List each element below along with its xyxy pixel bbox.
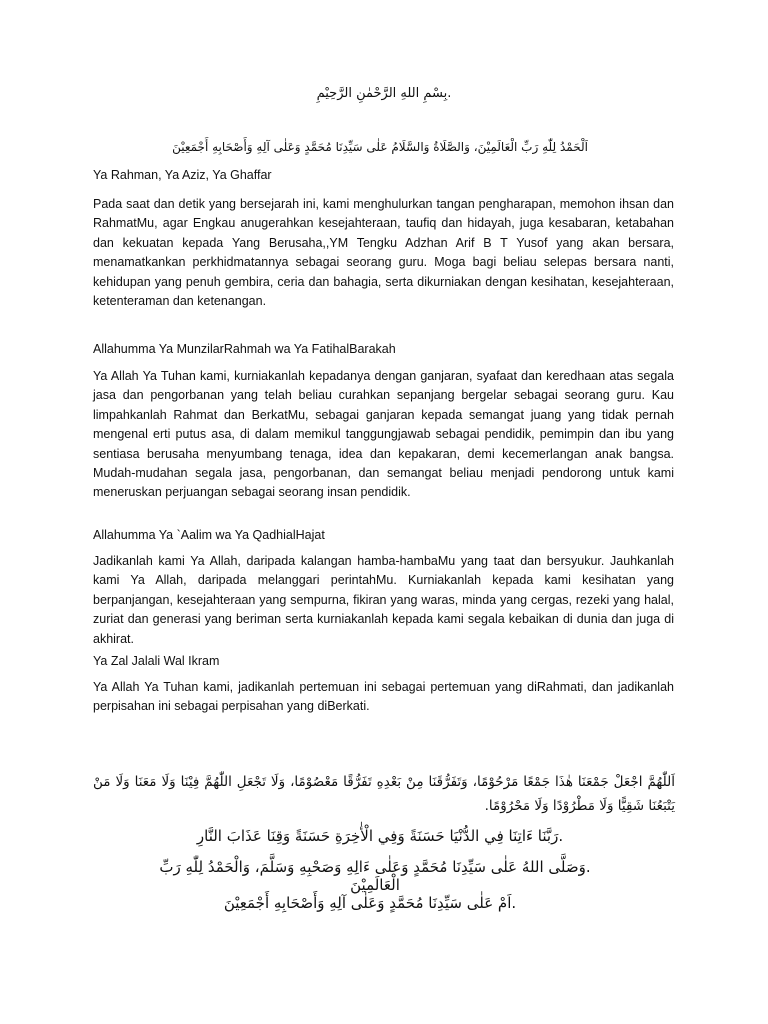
section-heading-4: Ya Zal Jalali Wal Ikram (93, 654, 220, 668)
section-heading-1: Ya Rahman, Ya Aziz, Ya Ghaffar (93, 168, 272, 182)
hamdalah: اَلْحَمْدُ لِلّٰهِ رَبِّ الْعَالَمِيْنَ، وَالصَّلَاةُ وَالسَّلَامُ عَلٰى سَيِّدِنَا مُحَمَّدٍ وَعَلٰى آلِهِ وَأَصْحَابِهِ أَجْمَعِيْنَ (172, 140, 588, 154)
salawat-line: .وَصَلَّى اللهُ عَلٰى سَيِّدِنَا مُحَمَّدٍ وَعَلٰى ءَالِهِ وَصَحْبِهِ وَسَلَّمَ، وَالْحَمْدُ لِلّٰهِ رَبِّ الْعَالَمِيْنَ (159, 858, 591, 894)
section-body-1: Pada saat dan detik yang bersejarah ini, kami menghulurkan tangan pengharapan, memohon ihsan dan RahmatMu, agar Engkau anugerahkan kesejahteraan, taufiq dan hidayah, juga kesabaran, ketabahan dan kekuatan kepada Yang Berusaha,,YM Tengku Adzhan Arif B T Yusof yang akan bersara, menamatkankan perkhidmatannya sebagai seorang guru. Moga bagi beliau selepas bersara nanti, kehidupan yang penuh gembira, ceria dan bahagia, serta dikurniakan dengan kesihatan, kesejahteraan, ketenteraman dan ketenangan. (93, 197, 674, 309)
closing-doa: اَللّٰهُمَّ اجْعَلْ جَمْعَنَا هٰذَا جَمْعًا مَرْحُوْمًا، وَتَفَرُّقَنَا مِنْ بَعْدِهِ تَفَرُّقًا مَعْصُوْمًا، وَلَا تَجْعَلِ اللّٰهُمَّ فِيْنَا وَلَا مَعَنَا وَلَا مَنْ يَتْبَعُنَا شَقِيًّا وَلَا مَطْرُوْدًا وَلَا مَحْرُوْمًا. (93, 774, 675, 814)
basmalah: .بِسْمِ اللهِ الرَّحْمٰنِ الرَّحِيْمِ (316, 86, 452, 101)
section-body-2: Ya Allah Ya Tuhan kami, kurniakanlah kepadanya dengan ganjaran, syafaat dan keredhaan atas segala jasa dan pengorbanan yang telah beliau curahkan sepanjang bergelar sebagai seorang guru. Kau limpahkanlah Rahmat dan BerkatMu, sebagai ganjaran kepada semangat juang yang tidak pernah mengenal erti putus asa, di dalam memikul tanggungjawab sebagai pendidik, pemimpin dan ibu yang sentiasa berusaha menyumbang tenaga, idea dan kepakaran, demi kecemerlangan anak bangsa. Mudah-mudahan segala jasa, pengorbanan, dan semangat beliau menjadi pendorong untuk kami meneruskan perjuangan sebagai seorang insan pendidik. (93, 369, 674, 500)
section-body-4: Ya Allah Ya Tuhan kami, jadikanlah pertemuan ini sebagai pertemuan yang diRahmati, dan jadikanlah perpisahan ini sebagai perpisahan yang diBerkati. (93, 680, 674, 714)
final-salawat-line: .اَمْ عَلٰى سَيِّدِنَا مُحَمَّدٍ وَعَلٰى آلِهِ وَأَصْحَابِهِ أَجْمَعِيْنَ (223, 894, 517, 912)
section-heading-2: Allahumma Ya MunzilarRahmah wa Ya FatihalBarakah (93, 342, 396, 356)
rabbana-doa: .رَبَّنَا ءَاتِنَا فِي الدُّنْيَا حَسَنَةً وَفِي الْأٰخِرَةِ حَسَنَةً وَقِنَا عَذَابَ النَّارِ (196, 827, 564, 845)
section-heading-3: Allahumma Ya `Aalim wa Ya QadhialHajat (93, 528, 325, 542)
section-body-3: Jadikanlah kami Ya Allah, daripada kalangan hamba-hambaMu yang taat dan bersyukur. Jauhkanlah kami Ya Allah, daripada melanggari perintahMu. Kurniakanlah kepada kami kesihatan yang berpanjangan, kesejahteraan yang sempurna, fikiran yang waras, minda yang cergas, rezeki yang halal, zuriat dan generasi yang beriman serta kurniakanlah kepada kami segala kebaikan di dunia dan juga di akhirat. (93, 554, 674, 646)
